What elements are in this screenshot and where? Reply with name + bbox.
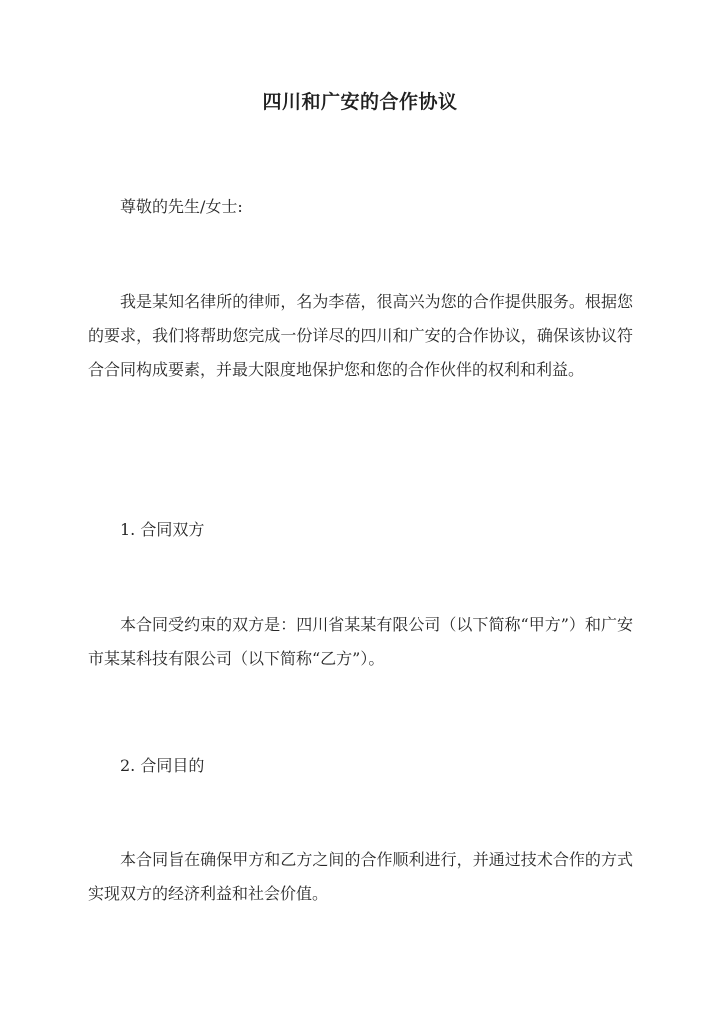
document-title: 四川和广安的合作协议 xyxy=(262,91,458,113)
salutation: 尊敬的先生/女士: xyxy=(120,197,243,216)
section-heading-parties: 1. 合同双方 xyxy=(120,520,205,539)
section-heading-purpose: 2. 合同目的 xyxy=(120,756,205,775)
section-body-purpose: 本合同旨在确保甲方和乙方之间的合作顺利进行，并通过技术合作的方式实现双方的经济利益和社会价值。 xyxy=(88,850,633,903)
section-body-parties: 本合同受约束的双方是：四川省某某有限公司（以下简称“甲方”）和广安市某某科技有限公司（以下简称“乙方”）。 xyxy=(88,615,633,668)
intro-paragraph: 我是某知名律所的律师，名为李蓓，很高兴为您的合作提供服务。根据您的要求，我们将帮助您完成一份详尽的四川和广安的合作协议，确保该协议符合合同构成要素，并最大限度地保护您和您的合作伙伴的权利和利益。 xyxy=(88,292,633,379)
